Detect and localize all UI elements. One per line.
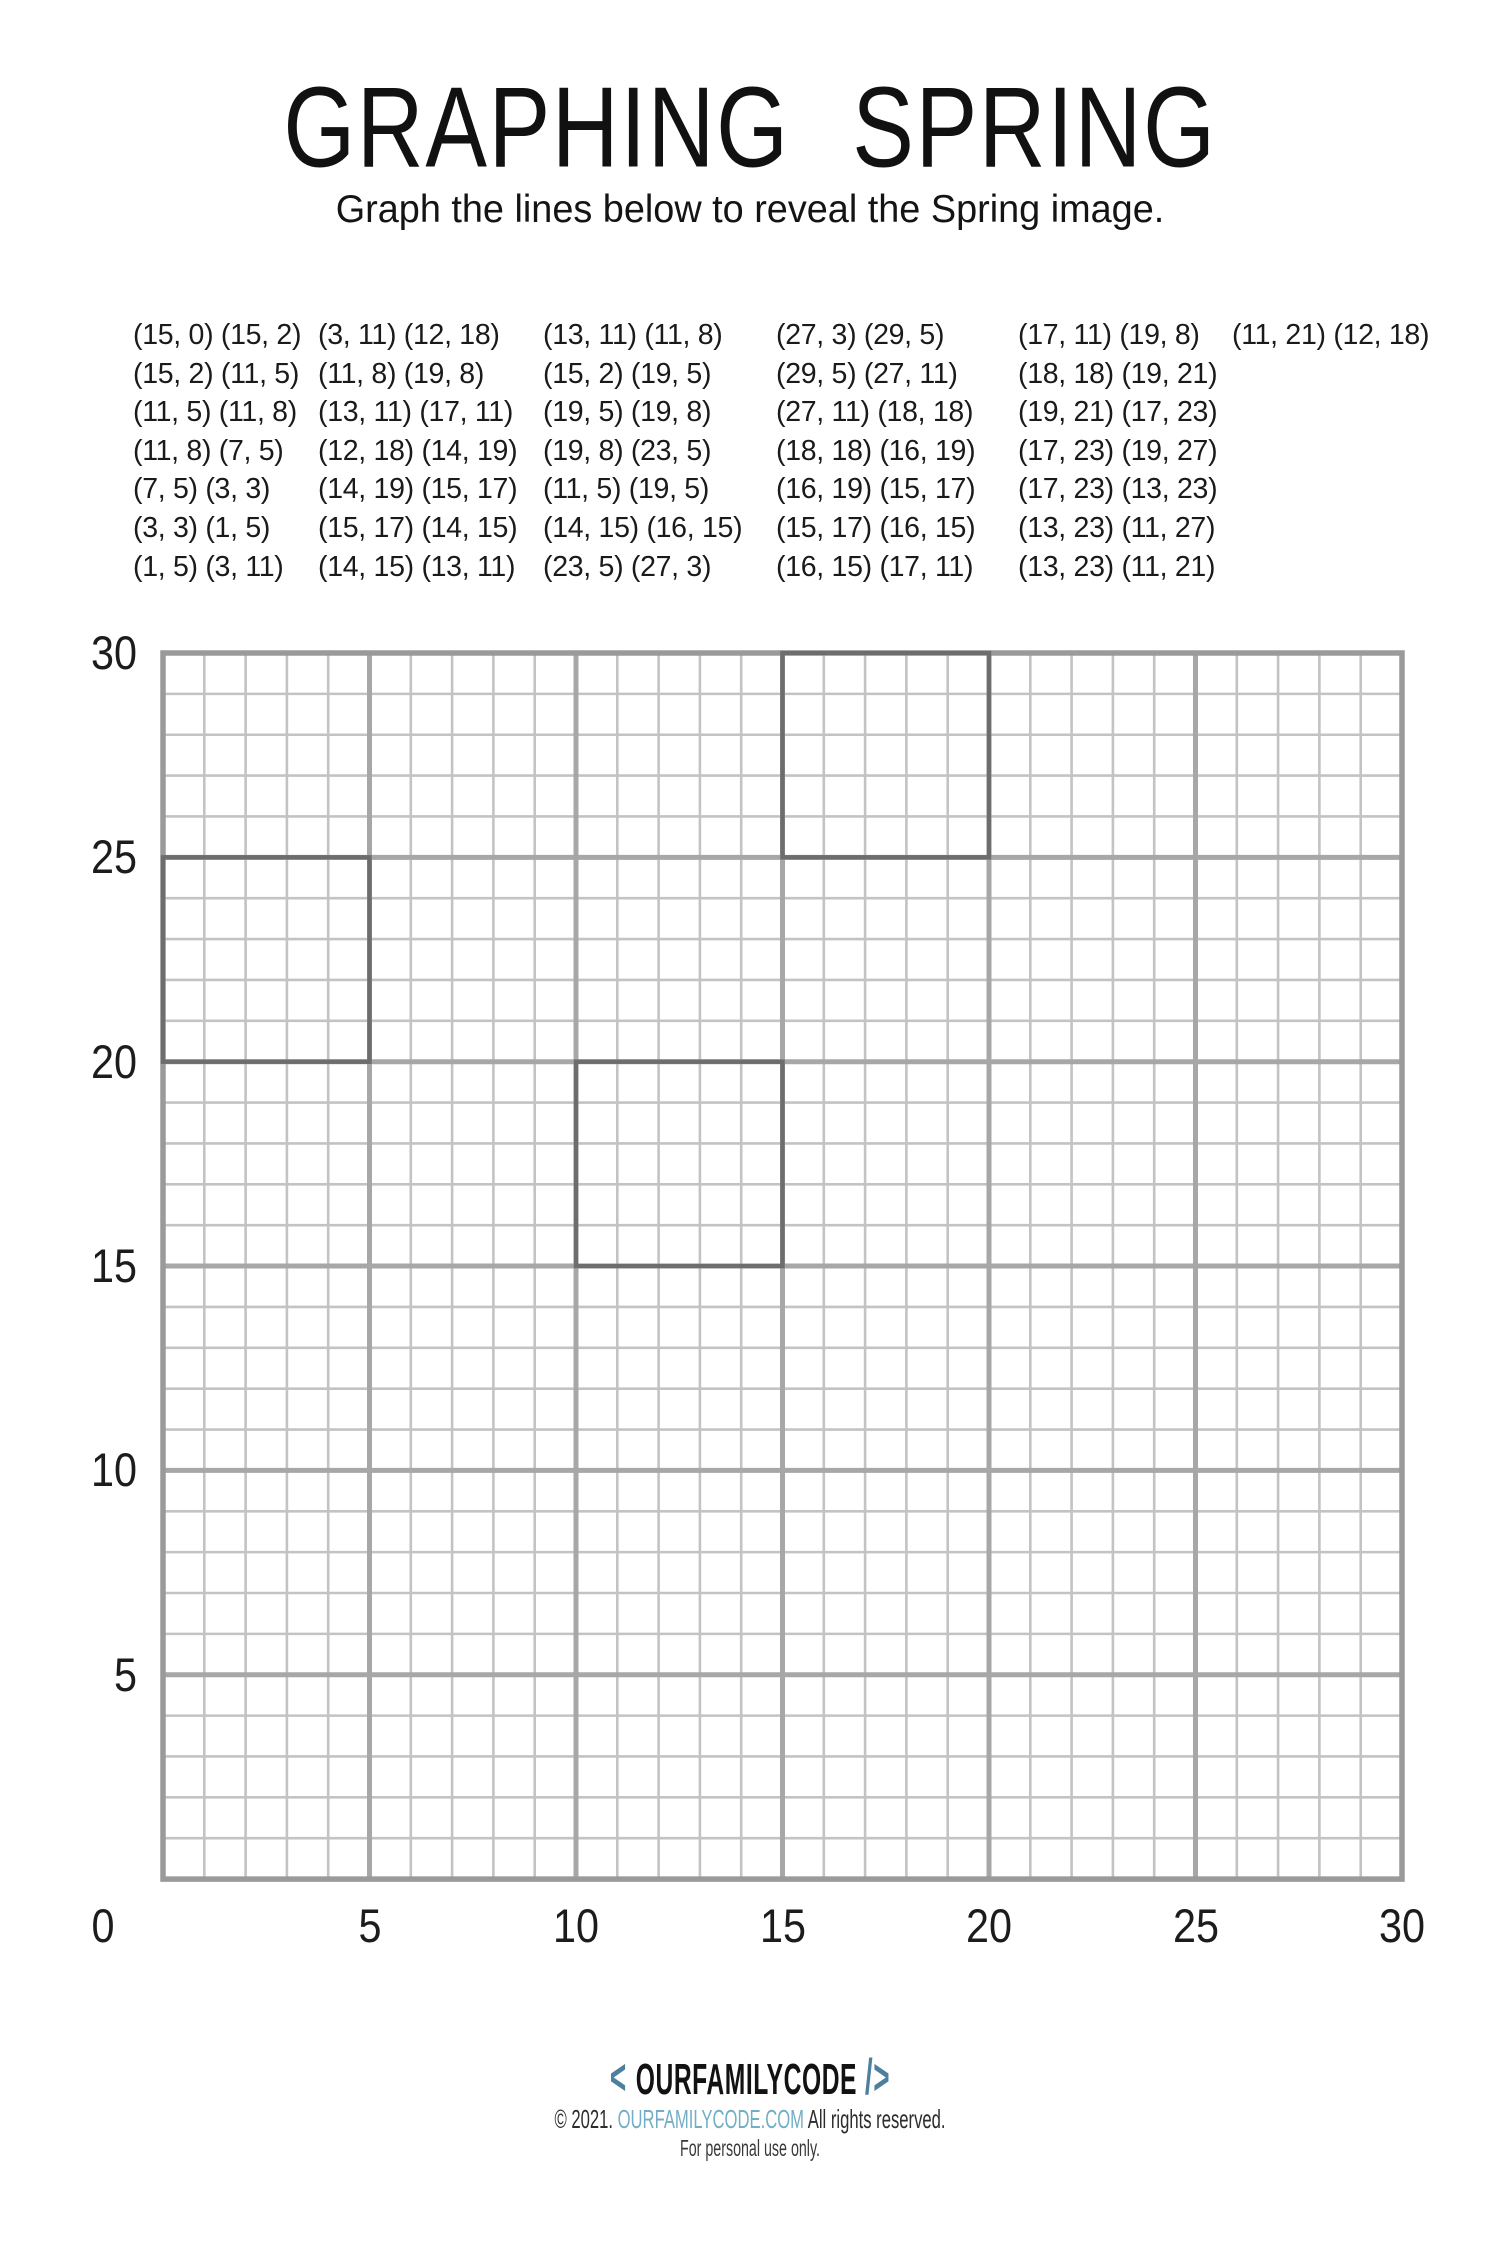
copyright-suffix: All rights reserved. xyxy=(804,2104,946,2134)
x-axis-label-15: 15 xyxy=(759,1899,806,1952)
personal-use-note: For personal use only. xyxy=(679,2135,821,2161)
coordinate-segment: (13, 11) (17, 11) xyxy=(318,396,514,429)
coordinate-segment: (11, 5) (19, 5) xyxy=(543,473,710,506)
coordinate-segment: (14, 15) (13, 11) xyxy=(318,550,516,583)
coordinate-segment: (13, 23) (11, 21) xyxy=(1018,550,1216,583)
coordinate-segment: (7, 5) (3, 3) xyxy=(133,473,271,506)
logo-slash-icon: / xyxy=(864,2049,874,2105)
coordinate-segment: (29, 5) (27, 11) xyxy=(776,357,958,390)
logo-text: OURFAMILYCODE xyxy=(635,2055,858,2104)
coordinate-segment: (17, 11) (19, 8) xyxy=(1018,319,1200,351)
coordinate-segment: (15, 17) (14, 15) xyxy=(318,511,518,544)
coordinate-segment: (15, 2) (11, 5) xyxy=(133,357,300,390)
coordinate-segment: (17, 23) (13, 23) xyxy=(1018,473,1218,506)
coordinate-segment: (27, 3) (29, 5) xyxy=(776,319,945,351)
footer-logo xyxy=(330,2049,1170,2105)
y-axis-label-15: 15 xyxy=(90,1239,137,1293)
logo-open-bracket-icon: < xyxy=(609,2049,627,2105)
coordinate-segment: (11, 8) (19, 8) xyxy=(318,357,485,390)
coordinate-segment: (14, 15) (16, 15) xyxy=(543,511,743,544)
x-axis-label-0: 0 xyxy=(91,1899,115,1952)
coordinate-segment: (19, 5) (19, 8) xyxy=(543,396,712,429)
coordinate-segment: (19, 21) (17, 23) xyxy=(1018,396,1218,429)
coordinate-segment: (1, 5) (3, 11) xyxy=(133,550,284,583)
x-axis-label-10: 10 xyxy=(552,1899,600,1952)
coordinate-segment: (14, 19) (15, 17) xyxy=(318,473,518,506)
x-axis-label-20: 20 xyxy=(965,1899,1013,1952)
coordinate-segment: (18, 18) (19, 21) xyxy=(1018,357,1218,390)
y-axis-label-25: 25 xyxy=(90,830,137,884)
coordinate-segment: (18, 18) (16, 19) xyxy=(776,434,976,467)
y-axis-label-5: 5 xyxy=(113,1647,137,1701)
coordinate-segment: (16, 19) (15, 17) xyxy=(776,473,976,506)
coordinate-segment: (15, 2) (19, 5) xyxy=(543,357,712,390)
coordinate-segment: (15, 0) (15, 2) xyxy=(133,319,302,351)
copyright-prefix: © 2021. xyxy=(554,2104,618,2134)
coordinate-grid xyxy=(160,650,1405,1882)
x-axis-label-30: 30 xyxy=(1378,1899,1426,1952)
coordinate-segment: (12, 18) (14, 19) xyxy=(318,434,518,467)
coordinate-segment: (17, 23) (19, 27) xyxy=(1018,434,1218,467)
coordinate-segment: (13, 23) (11, 27) xyxy=(1018,511,1216,544)
coordinate-segment: (11, 21) (12, 18) xyxy=(1232,319,1430,351)
coordinate-segment: (16, 15) (17, 11) xyxy=(776,550,974,583)
y-axis-label-20: 20 xyxy=(90,1034,137,1088)
coordinate-segment: (19, 8) (23, 5) xyxy=(543,434,712,467)
coordinate-segment: (23, 5) (27, 3) xyxy=(543,550,712,583)
coordinate-segment: (11, 5) (11, 8) xyxy=(133,396,297,429)
coordinate-segment: (11, 8) (7, 5) xyxy=(133,434,284,467)
y-axis-label-10: 10 xyxy=(90,1443,137,1497)
coordinate-segment: (27, 11) (18, 18) xyxy=(776,396,974,429)
ourfamilycode-link[interactable]: OURFAMILYCODE.COM xyxy=(617,2104,805,2134)
logo-close-bracket-icon: > xyxy=(873,2049,891,2105)
page-title: GRAPHING SPRING xyxy=(283,63,1217,192)
y-axis-label-30: 30 xyxy=(90,626,137,679)
copyright-line xyxy=(270,2104,1230,2134)
coordinate-segment: (15, 17) (16, 15) xyxy=(776,511,976,544)
x-axis-label-5: 5 xyxy=(357,1899,381,1952)
page-subtitle: Graph the lines below to reveal the Spring image. xyxy=(335,188,1165,231)
coordinate-segment: (13, 11) (11, 8) xyxy=(543,319,723,351)
coordinate-segment: (3, 3) (1, 5) xyxy=(133,511,271,544)
x-axis-label-25: 25 xyxy=(1172,1899,1219,1952)
coordinate-segment: (3, 11) (12, 18) xyxy=(318,319,500,351)
